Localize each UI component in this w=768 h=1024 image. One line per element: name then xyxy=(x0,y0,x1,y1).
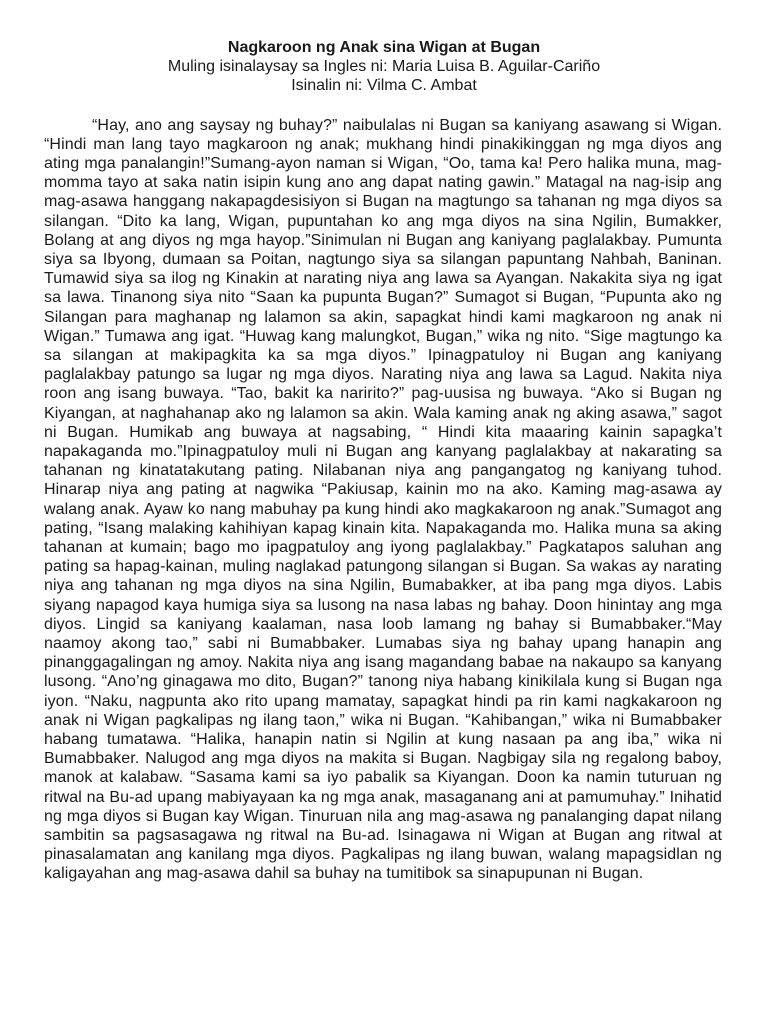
translated-by-line: Isinalin ni: Vilma C. Ambat xyxy=(291,77,477,94)
story-title: Nagkaroon ng Anak sina Wigan at Bugan xyxy=(227,39,541,56)
document-header xyxy=(40,38,728,95)
story-body-paragraph: “Hay, ano ang saysay ng buhay?” naibulalas ni Bugan sa kaniyang asawang si Wigan. “Hindi man lang tayo magkaroon ng anak; mukhang hindi pinakikinggan ng mga diyos ang ating mga panalangin!”Sumang-ayon naman si Wigan, “Oo, tama ka! Pero halika muna, mag-momma tayo at saka natin isipin kung ano ang dapat nating gawin.” Matagal na nag-isip ang mag-asawa hanggang nakapagdesisiyon si Bugan na magtungo sa tahanan ng mga diyos sa silangan. “Dito ka lang, Wigan, pupuntahan ko ang mga diyos na sina Ngilin, Bumakker, Bolang at ang diyos ng mga hayop.”Sinimulan ni Bugan ang kaniyang paglalakbay. Pumunta siya sa Ibyong, dumaan sa Poitan, nagtungo siya sa silangan papuntang Nahbah, Baninan. Tumawid siya sa ilog ng Kinakin at narating niya ang lawa sa Ayangan. Nakakita siya ng igat sa lawa. Tinanong siya nito “Saan ka pupunta Bugan?” Sumagot si Bugan, “Pupunta ako ng Silangan para maghanap ng lalamon sa akin, sapagkat hindi kami magkaroon ng anak ni Wigan.” Tumawa ang igat. “Huwag kang malungkot, Bugan,” wika ng nito. “Sige magtungo ka sa silangan at makipagkita ka sa mga diyos.” Ipinagpatuloy ni Bugan ang kaniyang paglalakbay patungo sa lugar ng mga diyos. Narating niya ang lawa sa Lagud. Nakita niya roon ang isang buwaya. “Tao, bakit ka naririto?” pag-uusisa ng buwaya. “Ako si Bugan ng Kiyangan, at naghahanap ako ng lalamon sa akin. Wala kaming anak ng aking asawa,” sagot ni Bugan. Humikab ang buwaya at nagsabing, “ Hindi kita maaaring kainin sapagka’t napakaganda mo.”Ipinagpatuloy muli ni Bugan ang kanyang paglalakbay at nakarating sa tahanan ng kinatatakutang pating. Nilabanan niya ang pangangatog ng kaniyang tuhod. Hinarap niya ang pating at nagwika “Pakiusap, kainin mo na ako. Kaming mag-asawa ay walang anak. Ayaw ko nang mabuhay pa kung hindi ako magkakaroon ng anak.”Sumagot ang pating, “Isang malaking kahihiyan kapag kinain kita. Napakaganda mo. Halika muna sa aking tahanan at kumain; bago mo ipagpatuloy ang iyong paglalakbay.” Pagkatapos saluhan ang pating sa hapag-kainan, muling naglakad patungong silangan si Bugan. Sa wakas ay narating niya ang tahanan ng mga diyos na sina Ngilin, Bumabakker, at iba pang mga diyos. Labis siyang napagod kaya humiga siya sa lusong na nasa labas ng bahay. Doon hinintay ang mga diyos. Lingid sa kaniyang kaalaman, nasa loob lamang ng bahay si Bumabbaker.“May naamoy akong tao,” sabi ni Bumabbaker. Lumabas siya ng bahay upang hanapin ang pinanggagalingan ng amoy. Nakita niya ang isang magandang babae na nakaupo sa kanyang lusong. “Ano’ng ginagawa mo dito, Bugan?” tanong niya habang kinikilala kung si Bugan nga iyon. “Naku, nagpunta ako rito upang mamatay, sapagkat hindi pa rin kami nagkakaroon ng anak ni Wigan pagkalipas ng ilang taon,” wika ni Bugan. “Kahibangan,” wika ni Bumabbaker habang tumatawa. “Halika, hanapin natin si Ngilin at kung nasaan pa ang iba,” wika ni Bumabbaker. Nalugod ang mga diyos na makita si Bugan. Nagbigay sila ng regalong baboy, manok at kalabaw. “Sasama kami sa iyo pabalik sa Kiyangan. Doon ka namin tuturuan ng ritwal na Bu-ad upang mabiyayaan ka ng mga anak, masaganang ani at pamumuhay.” Inihatid ng mga diyos si Bugan kay Wigan. Tinuruan nila ang mag-asawa ng panalanging dapat nilang sambitin sa pagsasagawa ng ritwal na Bu-ad. Isinagawa ni Wigan at Bugan ang ritwal at pinasalamatan ang kanilang mga diyos. Pagkalipas ng ilang buwan, walang mapagsidlan ng kaligayahan ang mag-asawa dahil sa buhay na tumitibok sa sinapupunan ni Bugan. xyxy=(44,116,722,883)
retold-by-line: Muling isinalaysay sa Ingles ni: Maria Luisa B. Aguilar-Cariño xyxy=(167,58,601,75)
